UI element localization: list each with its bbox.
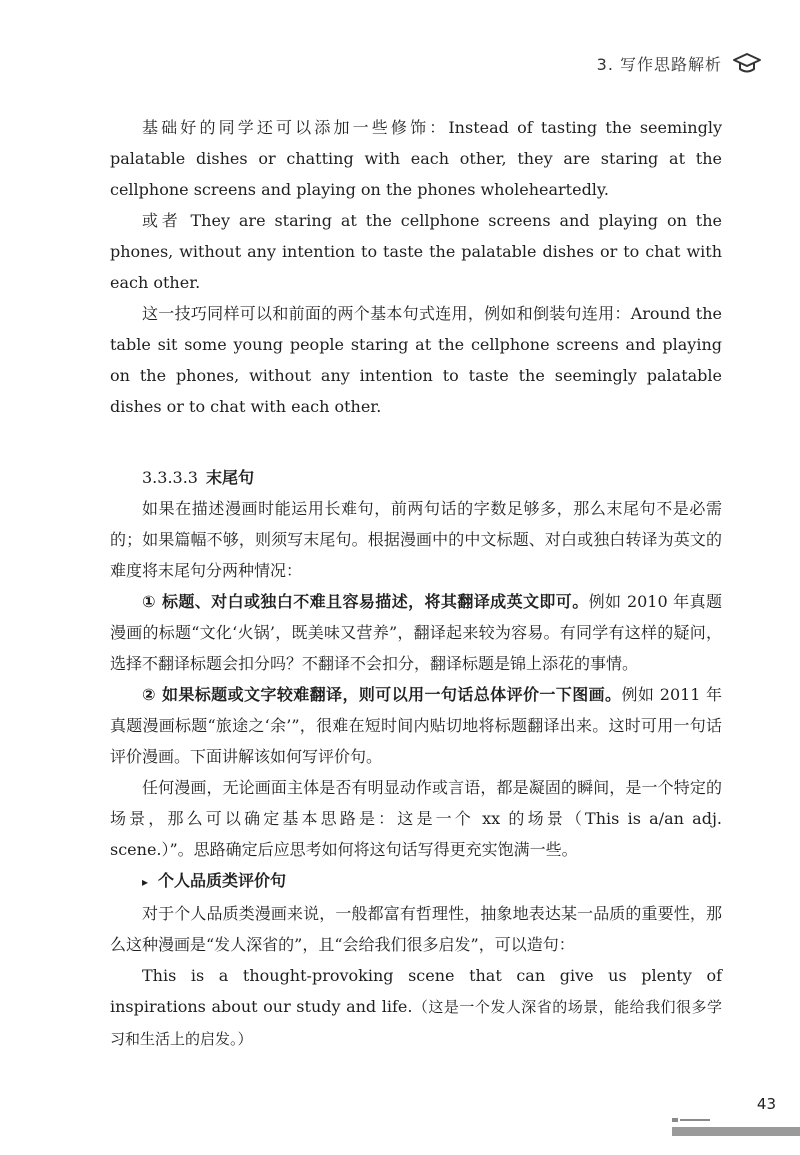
paragraph-decoration: 基础好的同学还可以添加一些修饰：Instead of tasting the seemingly palatable dishes or chatting with each other, they are staring at the cellphone screens and playing on the phones wholeheartedly.	[110, 118, 722, 199]
paragraph-personal-quality: 对于个人品质类漫画来说，一般都富有哲理性，抽象地表达某一品质的重要性，那么这种漫画是“发人深省的”，且“会给我们很多启发”，可以造句：	[110, 904, 722, 954]
page-number: 43	[756, 1095, 776, 1113]
subheading	[142, 865, 722, 898]
main-text	[110, 112, 722, 1055]
triangle-bullet-icon: ▸	[142, 875, 149, 889]
example-chinese: （这是一个发人深省的场景，能给我们很多学习和生活上的启发。）	[110, 998, 722, 1048]
case-1-text: 例如 2010 年真题漫画的标题“文化‘火锅’，既美味又营养”，翻译起来较为容易。有同学有这样的疑问，选择不翻译标题会扣分吗？不翻译不会扣分，翻译标题是锦上添花的事情。	[110, 592, 722, 673]
paragraph-case-1	[110, 586, 722, 679]
example-english: This is a thought-provoking scene that can give us plenty of inspirations about our study and life.	[110, 966, 722, 1016]
paragraph-inversion: 这一技巧同样可以和前面的两个基本句式连用，例如和倒装句连用：Around the table sit some young people staring at the cellphone screens and playing on the phones, without any intention to taste the seemingly palatable dishes or to chat with each other.	[110, 304, 722, 416]
running-header	[597, 48, 762, 78]
case-2-text: 例如 2011 年真题漫画标题“旅途之‘余’”，很难在短时间内贴切地将标题翻译出来。这时可用一句话评价漫画。下面讲解该如何写评价句。	[110, 685, 722, 766]
section-heading	[142, 462, 722, 493]
paragraph-case-2	[110, 679, 722, 772]
section-header-title: 3. 写作思路解析	[596, 54, 722, 74]
paragraph-general: 任何漫画，无论画面主体是否有明显动作或言语，都是凝固的瞬间，是一个特定的场景，那么可以确定基本思路是：这是一个 xx 的场景（This is a/an adj. scene.）”。思路确定后应思考如何将这句话写得更充实饱满一些。	[110, 778, 722, 859]
footer-dash-ornament	[672, 1118, 678, 1122]
case-2-bold: ② 如果标题或文字较难翻译，则可以用一句话总体评价一下图画。	[142, 685, 622, 704]
subheading-text: 个人品质类评价句	[158, 871, 287, 890]
section-title: 末尾句	[205, 468, 254, 487]
graduation-cap-icon	[732, 48, 762, 78]
paragraph-alternative: 或者 They are staring at the cellphone screens and playing on the phones, without any intention to taste the palatable dishes or to chat with each other.	[110, 211, 722, 292]
paragraph-intro: 如果在描述漫画时能运用长难句，前两句话的字数足够多，那么末尾句不是必需的；如果篇幅不够，则须写末尾句。根据漫画中的中文标题、对白或独白转译为英文的难度将末尾句分两种情况：	[110, 499, 722, 580]
section-number: 3.3.3.3	[142, 468, 198, 487]
footer-line-ornament	[680, 1119, 710, 1121]
footer-bar-ornament	[672, 1127, 800, 1136]
paragraph-example	[110, 960, 722, 1055]
case-1-bold: ① 标题、对白或独白不难且容易描述，将其翻译成英文即可。	[142, 592, 589, 611]
